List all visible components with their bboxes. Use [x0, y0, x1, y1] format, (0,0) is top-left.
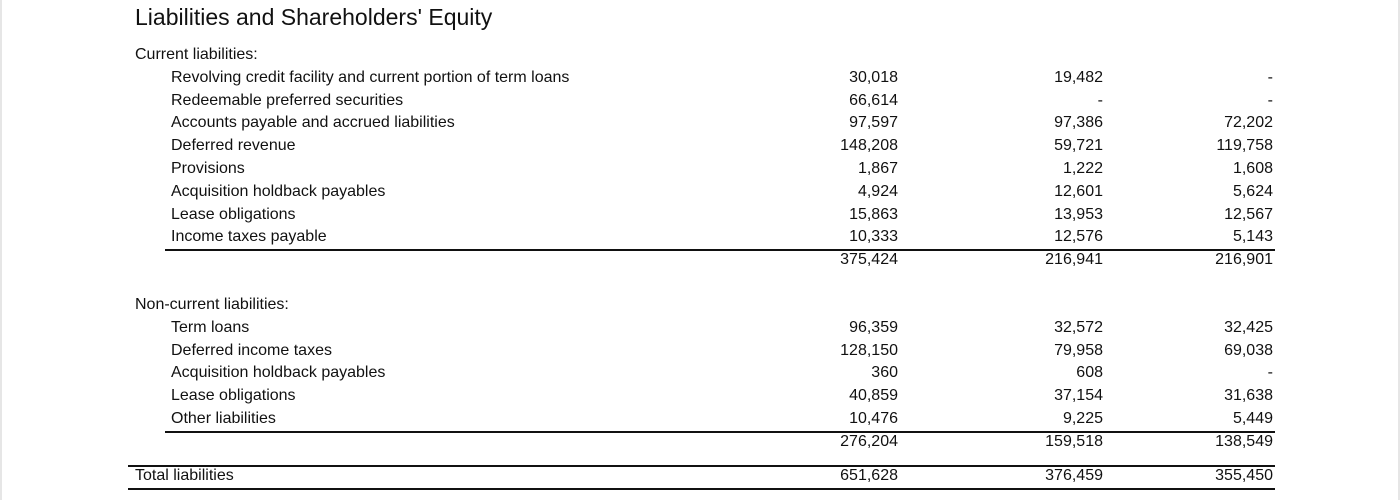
- value-col-1: 97,597: [849, 114, 898, 132]
- value-col-1: 4,924: [857, 182, 898, 200]
- table-row: [0, 112, 1400, 135]
- total-label: Total liabilities: [135, 466, 234, 484]
- section-label: Non-current liabilities:: [135, 295, 289, 313]
- subtotal-col-3: 216,901: [1215, 251, 1273, 269]
- value-col-3: 119,758: [1216, 137, 1273, 155]
- subtotal-col-2: 159,518: [1045, 432, 1103, 450]
- table-row: [0, 158, 1400, 181]
- row-label: Lease obligations: [171, 205, 296, 223]
- value-col-2: 608: [1076, 364, 1103, 382]
- total-col-3: 355,450: [1215, 466, 1273, 484]
- row-label: Income taxes payable: [171, 228, 327, 246]
- value-col-2: 19,482: [1054, 68, 1103, 86]
- value-col-3: 1,608: [1232, 159, 1273, 177]
- section-label: Current liabilities:: [135, 46, 258, 63]
- subtotal-col-1: 276,204: [840, 432, 898, 450]
- row-label: Revolving credit facility and current portion of term loans: [171, 68, 570, 86]
- spacer: [0, 272, 1400, 294]
- current-liabilities-heading: [0, 44, 1400, 67]
- subtotal-col-2: 216,941: [1045, 251, 1103, 269]
- value-col-1: 148,208: [840, 137, 898, 155]
- subtotal-col-3: 138,549: [1215, 432, 1273, 450]
- table-row: [0, 90, 1400, 113]
- value-col-2: 12,576: [1054, 228, 1103, 246]
- row-label: Term loans: [171, 318, 250, 336]
- value-col-1: 1,867: [857, 159, 898, 177]
- table-row: [0, 67, 1400, 90]
- value-col-3: -: [1267, 364, 1273, 382]
- table-row: [0, 408, 1400, 431]
- total-liabilities-row: [0, 465, 1400, 488]
- value-col-3: 5,624: [1232, 182, 1273, 200]
- value-col-2: -: [1097, 91, 1103, 109]
- value-col-1: 30,018: [849, 68, 898, 86]
- value-col-1: 40,859: [849, 387, 898, 405]
- table-row: [0, 340, 1400, 363]
- value-col-3: 5,449: [1232, 409, 1273, 427]
- value-col-1: 10,333: [849, 228, 898, 246]
- row-label: Lease obligations: [171, 387, 296, 405]
- value-col-3: 69,038: [1224, 341, 1273, 359]
- value-col-1: 128,150: [840, 341, 898, 359]
- value-col-1: 360: [871, 364, 898, 382]
- table-row: [0, 204, 1400, 227]
- value-col-2: 1,222: [1062, 159, 1103, 177]
- value-col-1: 96,359: [849, 318, 898, 336]
- table-row: [0, 181, 1400, 204]
- value-col-2: 32,572: [1054, 318, 1103, 336]
- subtotal-col-1: 375,424: [840, 251, 898, 269]
- noncurrent-liabilities-heading: [0, 294, 1400, 317]
- value-col-2: 59,721: [1054, 137, 1103, 155]
- value-col-1: 10,476: [849, 409, 898, 427]
- row-label: Provisions: [171, 159, 245, 177]
- liabilities-table: [0, 44, 1400, 487]
- row-label: Other liabilities: [171, 409, 276, 427]
- value-col-2: 12,601: [1054, 182, 1103, 200]
- table-row: [0, 385, 1400, 408]
- value-col-3: -: [1267, 91, 1273, 109]
- value-col-3: 5,143: [1232, 228, 1273, 246]
- value-col-2: 13,953: [1054, 205, 1103, 223]
- row-label: Deferred income taxes: [171, 341, 332, 359]
- current-subtotal-row: [0, 249, 1400, 272]
- total-col-2: 376,459: [1045, 466, 1103, 484]
- value-col-3: 72,202: [1224, 114, 1273, 132]
- table-row: [0, 362, 1400, 385]
- row-label: Redeemable preferred securities: [171, 91, 404, 109]
- table-row: [0, 226, 1400, 249]
- table-row: [0, 317, 1400, 340]
- table-row: [0, 135, 1400, 158]
- value-col-3: 32,425: [1224, 318, 1273, 336]
- value-col-2: 37,154: [1054, 387, 1103, 405]
- row-label: Deferred revenue: [171, 137, 296, 155]
- page-title: Liabilities and Shareholders' Equity: [135, 4, 493, 30]
- total-col-1: 651,628: [840, 466, 898, 484]
- value-col-1: 66,614: [849, 91, 898, 109]
- noncurrent-subtotal-row: [0, 431, 1400, 454]
- value-col-3: 12,567: [1224, 205, 1273, 223]
- value-col-2: 97,386: [1054, 114, 1103, 132]
- value-col-1: 15,863: [849, 205, 898, 223]
- value-col-2: 9,225: [1062, 409, 1103, 427]
- spacer: [0, 454, 1400, 465]
- value-col-3: 31,638: [1224, 387, 1273, 405]
- row-label: Accounts payable and accrued liabilities: [171, 114, 455, 132]
- row-label: Acquisition holdback payables: [171, 182, 386, 200]
- row-label: Acquisition holdback payables: [171, 364, 386, 382]
- value-col-2: 79,958: [1054, 341, 1103, 359]
- value-col-3: -: [1267, 68, 1273, 86]
